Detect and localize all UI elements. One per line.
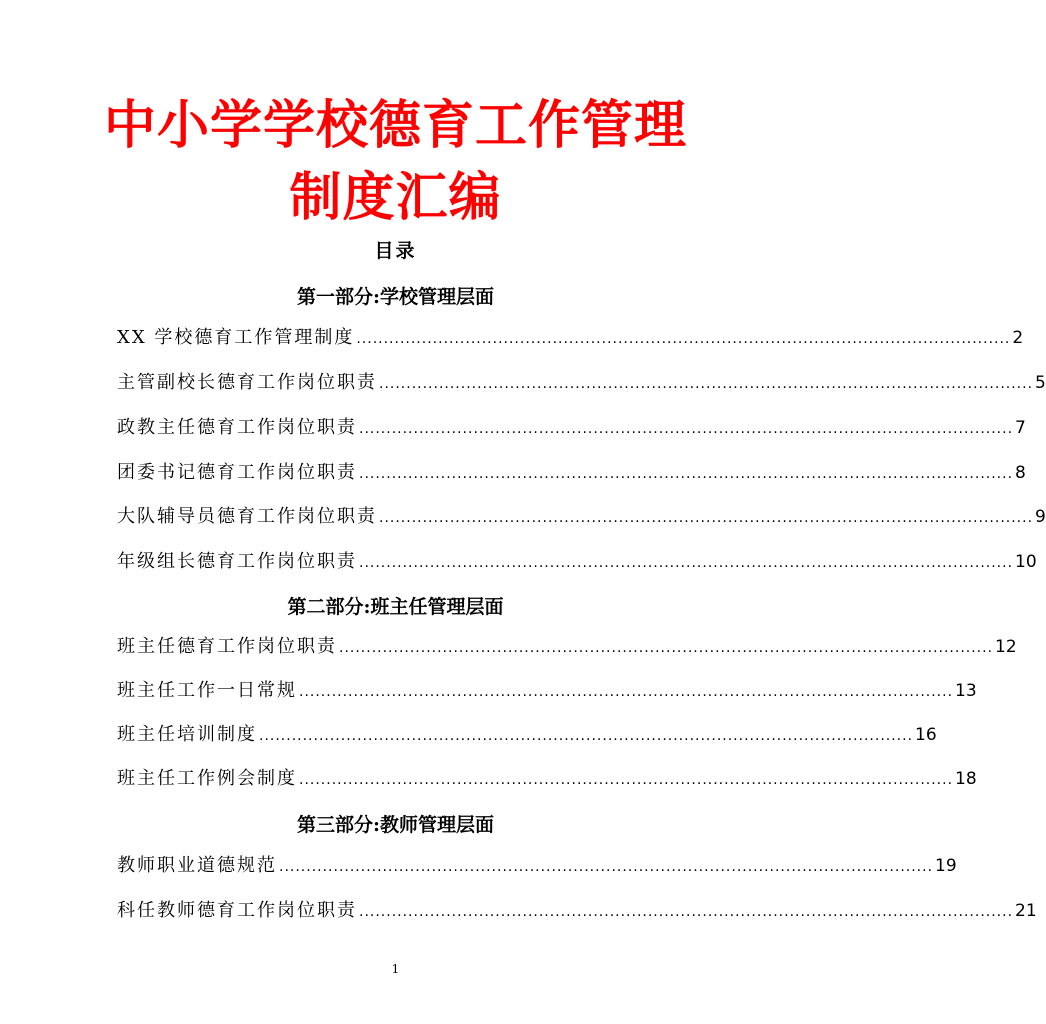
toc-leader-dots: ........................................................................................................................: [279, 859, 934, 875]
toc-entry-label: 年级组长德育工作岗位职责: [117, 551, 357, 572]
toc-entry-label: 教师职业道德规范: [117, 855, 277, 876]
toc-entry[interactable]: [117, 896, 1037, 922]
part-heading: 第三部分:教师管理层面: [296, 814, 494, 836]
toc-entry-label: XX 学校德育工作管理制度: [117, 327, 355, 348]
part-heading: 第一部分:学校管理层面: [296, 286, 494, 308]
toc-entry-label: 班主任德育工作岗位职责: [117, 636, 337, 657]
toc-entry-page: 16: [915, 725, 937, 745]
toc-entry-page: 7: [1015, 418, 1026, 438]
toc-leader-dots: ........................................................................................................................: [379, 510, 1034, 526]
toc-entry-label: 科任教师德育工作岗位职责: [117, 900, 357, 921]
toc-entry-page: 5: [1035, 373, 1046, 393]
toc-entry-page: 19: [935, 856, 957, 876]
toc-leader-dots: ........................................................................................................................: [259, 728, 914, 744]
toc-leader-dots: ........................................................................................................................: [339, 640, 994, 656]
toc-entry[interactable]: [117, 632, 1017, 658]
toc-entry[interactable]: [117, 502, 1046, 528]
toc-entry[interactable]: [117, 323, 1024, 349]
toc-entry-page: 8: [1015, 463, 1026, 483]
toc-leader-dots: ........................................................................................................................: [359, 421, 1014, 437]
toc-leader-dots: ........................................................................................................................: [299, 772, 954, 788]
toc-entry-page: 2: [1012, 328, 1024, 348]
toc-entry-label: 团委书记德育工作岗位职责: [117, 462, 357, 483]
toc-entry[interactable]: [117, 547, 1037, 573]
document-title-line-2: 制度汇编: [289, 167, 502, 228]
toc-entry-page: 9: [1035, 507, 1046, 527]
document-title-line-1: 中小学学校德育工作管理: [103, 95, 687, 156]
toc-entry[interactable]: [117, 720, 937, 746]
toc-entry-page: 13: [955, 681, 977, 701]
part-heading: 第二部分:班主任管理层面: [287, 596, 504, 618]
toc-entry[interactable]: [117, 676, 977, 702]
toc-entry-label: 大队辅导员德育工作岗位职责: [117, 506, 377, 527]
toc-entry-page: 18: [955, 769, 977, 789]
toc-entry-label: 政教主任德育工作岗位职责: [117, 417, 357, 438]
toc-heading: 目录: [374, 240, 417, 262]
toc-entry-label: 班主任工作一日常规: [117, 680, 297, 701]
toc-entry-label: 班主任工作例会制度: [117, 768, 297, 789]
toc-entry[interactable]: [117, 851, 957, 877]
toc-entry[interactable]: [117, 764, 977, 790]
toc-leader-dots: ........................................................................................................................: [359, 466, 1014, 482]
toc-leader-dots: ........................................................................................................................: [356, 331, 1011, 347]
toc-entry-page: 12: [995, 637, 1017, 657]
toc-entry[interactable]: [117, 368, 1046, 394]
toc-leader-dots: ........................................................................................................................: [299, 684, 954, 700]
toc-entry-label: 主管副校长德育工作岗位职责: [117, 372, 377, 393]
page-number: 1: [391, 962, 400, 976]
toc-entry-label: 班主任培训制度: [117, 724, 257, 745]
toc-entry-page: 10: [1015, 552, 1037, 572]
toc-entry-page: 21: [1015, 901, 1037, 921]
toc-leader-dots: ........................................................................................................................: [359, 555, 1014, 571]
toc-leader-dots: ........................................................................................................................: [359, 904, 1014, 920]
toc-entry[interactable]: [117, 413, 1026, 439]
toc-leader-dots: ........................................................................................................................: [379, 376, 1034, 392]
toc-entry[interactable]: [117, 458, 1026, 484]
